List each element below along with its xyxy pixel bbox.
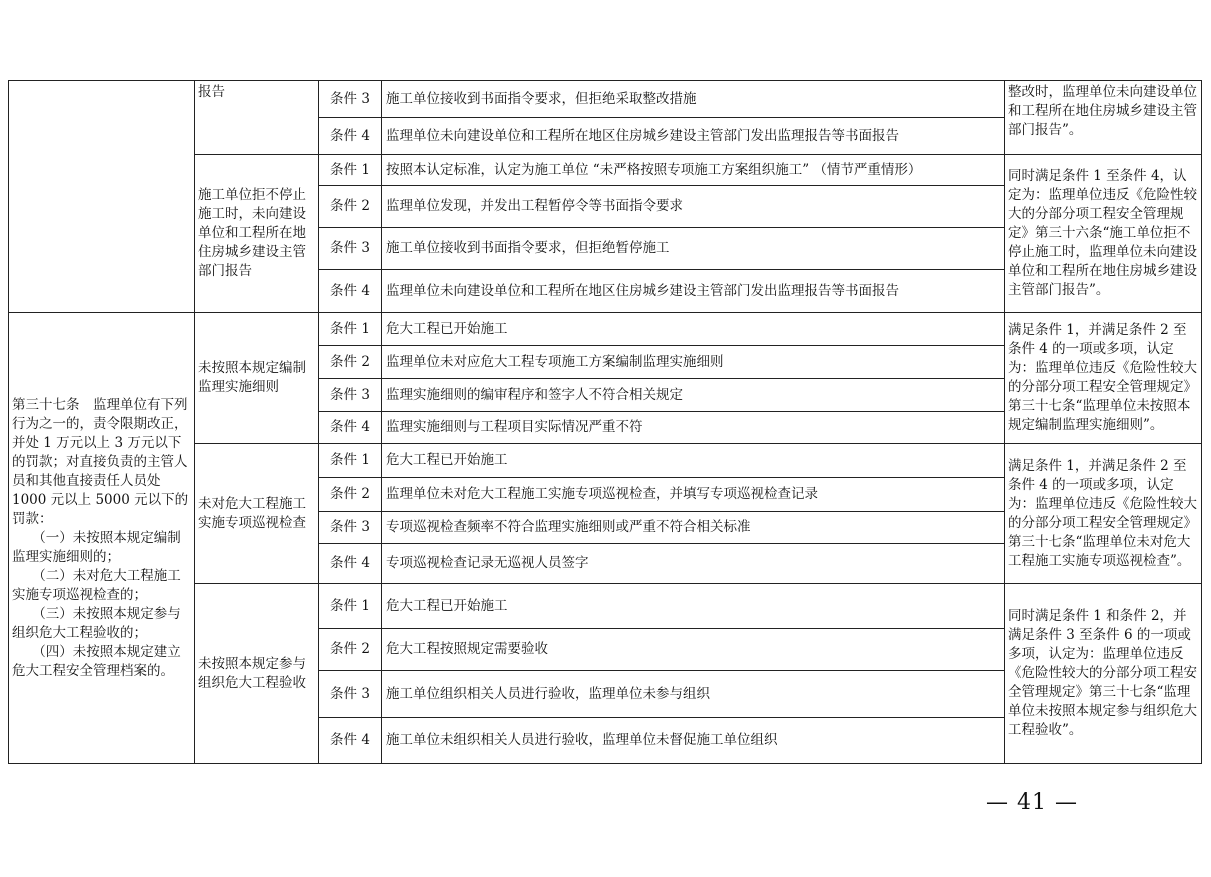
behavior-cell bbox=[195, 313, 319, 444]
criteria-table bbox=[8, 80, 1202, 764]
behavior-text: 施工单位拒不停止施工时，未向建设单位和工程所在地住房城乡建设主管部门报告 bbox=[198, 187, 306, 279]
behavior-cell bbox=[195, 444, 319, 584]
conclusion-cell bbox=[1005, 155, 1202, 313]
page-number: — 41 — bbox=[986, 790, 1078, 815]
table-row bbox=[9, 81, 1202, 118]
condition-label: 条件 1 bbox=[319, 444, 382, 478]
condition-text: 危大工程按照规定需要验收 bbox=[382, 629, 1005, 671]
behavior-text: 未对危大工程施工实施专项巡视检查 bbox=[198, 495, 306, 531]
condition-label: 条件 3 bbox=[319, 228, 382, 270]
condition-text: 监理单位未向建设单位和工程所在地区住房城乡建设主管部门发出监理报告等书面报告 bbox=[382, 270, 1005, 313]
article-cell bbox=[9, 81, 195, 313]
behavior-text: 未按照本规定编制监理实施细则 bbox=[198, 360, 306, 395]
condition-text: 监理单位未对危大工程施工实施专项巡视检查，并填写专项巡视检查记录 bbox=[382, 478, 1005, 512]
condition-text: 监理单位发现，并发出工程暂停令等书面指令要求 bbox=[382, 186, 1005, 228]
behavior-text: 未按照本规定参与组织危大工程验收 bbox=[198, 655, 306, 691]
condition-text: 专项巡视检查记录无巡视人员签字 bbox=[382, 544, 1005, 584]
condition-label: 条件 4 bbox=[319, 270, 382, 313]
condition-label: 条件 2 bbox=[319, 478, 382, 512]
conclusion-text: 同时满足条件 1 和条件 2，并满足条件 3 至条件 6 的一项或多项，认定为：监理单位违反《危险性较大的分部分项工程安全管理规定》第三十七条“监理单位未按照本规定参与组织危大工程验收”。 bbox=[1008, 608, 1197, 738]
condition-text: 监理实施细则的编审程序和签字人不符合相关规定 bbox=[382, 379, 1005, 412]
condition-label: 条件 1 bbox=[319, 155, 382, 186]
behavior-cell bbox=[195, 584, 319, 764]
conclusion-cell bbox=[1005, 81, 1202, 155]
condition-label: 条件 2 bbox=[319, 346, 382, 379]
conclusion-text: 整改时，监理单位未向建设单位和工程所在地住房城乡建设主管部门报告”。 bbox=[1008, 84, 1197, 138]
condition-text: 专项巡视检查频率不符合监理实施细则或严重不符合相关标准 bbox=[382, 512, 1005, 544]
condition-label: 条件 1 bbox=[319, 313, 382, 346]
condition-label: 条件 4 bbox=[319, 718, 382, 764]
condition-label: 条件 3 bbox=[319, 512, 382, 544]
behavior-cell bbox=[195, 81, 319, 155]
conclusion-text: 满足条件 1，并满足条件 2 至条件 4 的一项或多项，认定为：监理单位违反《危险性较大的分部分项工程安全管理规定》第三十七条“监理单位未按照本规定编制监理实施细则”。 bbox=[1008, 322, 1197, 433]
condition-label: 条件 3 bbox=[319, 379, 382, 412]
condition-label: 条件 4 bbox=[319, 412, 382, 444]
condition-text: 施工单位接收到书面指令要求，但拒绝暂停施工 bbox=[382, 228, 1005, 270]
conclusion-cell bbox=[1005, 444, 1202, 584]
condition-text: 按照本认定标准，认定为施工单位 “未严格按照专项施工方案组织施工” （情节严重情形） bbox=[382, 155, 1005, 186]
condition-text: 施工单位未组织相关人员进行验收，监理单位未督促施工单位组织 bbox=[382, 718, 1005, 764]
condition-text: 施工单位组织相关人员进行验收，监理单位未参与组织 bbox=[382, 671, 1005, 718]
condition-label: 条件 2 bbox=[319, 629, 382, 671]
condition-text: 危大工程已开始施工 bbox=[382, 313, 1005, 346]
conclusion-text: 同时满足条件 1 至条件 4，认定为：监理单位违反《危险性较大的分部分项工程安全管理规定》第三十六条“施工单位拒不停止施工时，监理单位未向建设单位和工程所在地住房城乡建设主管部门报告”。 bbox=[1008, 168, 1197, 298]
article-cell bbox=[9, 313, 195, 764]
conclusion-text: 满足条件 1，并满足条件 2 至条件 4 的一项或多项，认定为：监理单位违反《危险性较大的分部分项工程安全管理规定》第三十七条“监理单位未对危大工程施工实施专项巡视检查”。 bbox=[1008, 457, 1197, 569]
condition-label: 条件 3 bbox=[319, 81, 382, 118]
condition-text: 施工单位接收到书面指令要求，但拒绝采取整改措施 bbox=[382, 81, 1005, 118]
condition-label: 条件 1 bbox=[319, 584, 382, 629]
condition-label: 条件 2 bbox=[319, 186, 382, 228]
condition-label: 条件 3 bbox=[319, 671, 382, 718]
condition-text: 监理实施细则与工程项目实际情况严重不符 bbox=[382, 412, 1005, 444]
behavior-cell bbox=[195, 155, 319, 313]
table-row bbox=[9, 313, 1202, 346]
condition-text: 监理单位未对应危大工程专项施工方案编制监理实施细则 bbox=[382, 346, 1005, 379]
condition-text: 危大工程已开始施工 bbox=[382, 444, 1005, 478]
article-text: 第三十七条 监理单位有下列行为之一的，责令限期改正，并处 1 万元以上 3 万元以下的罚款；对直接负责的主管人员和其他直接责任人员处 1000 元以上 5000 元以下的罚款： （一）未按照本规定编制监理实施细则的； （二）未对危大工程施工实施专项巡视检查的； （三）未按照本规定参与组织危大工程验收的； （四）未按照本规定建立危大工程安全管理档案的。 bbox=[12, 396, 189, 679]
behavior-text: 报告 bbox=[198, 84, 225, 100]
condition-label: 条件 4 bbox=[319, 544, 382, 584]
conclusion-cell bbox=[1005, 584, 1202, 764]
condition-text: 危大工程已开始施工 bbox=[382, 584, 1005, 629]
condition-label: 条件 4 bbox=[319, 118, 382, 155]
conclusion-cell bbox=[1005, 313, 1202, 444]
condition-text: 监理单位未向建设单位和工程所在地区住房城乡建设主管部门发出监理报告等书面报告 bbox=[382, 118, 1005, 155]
